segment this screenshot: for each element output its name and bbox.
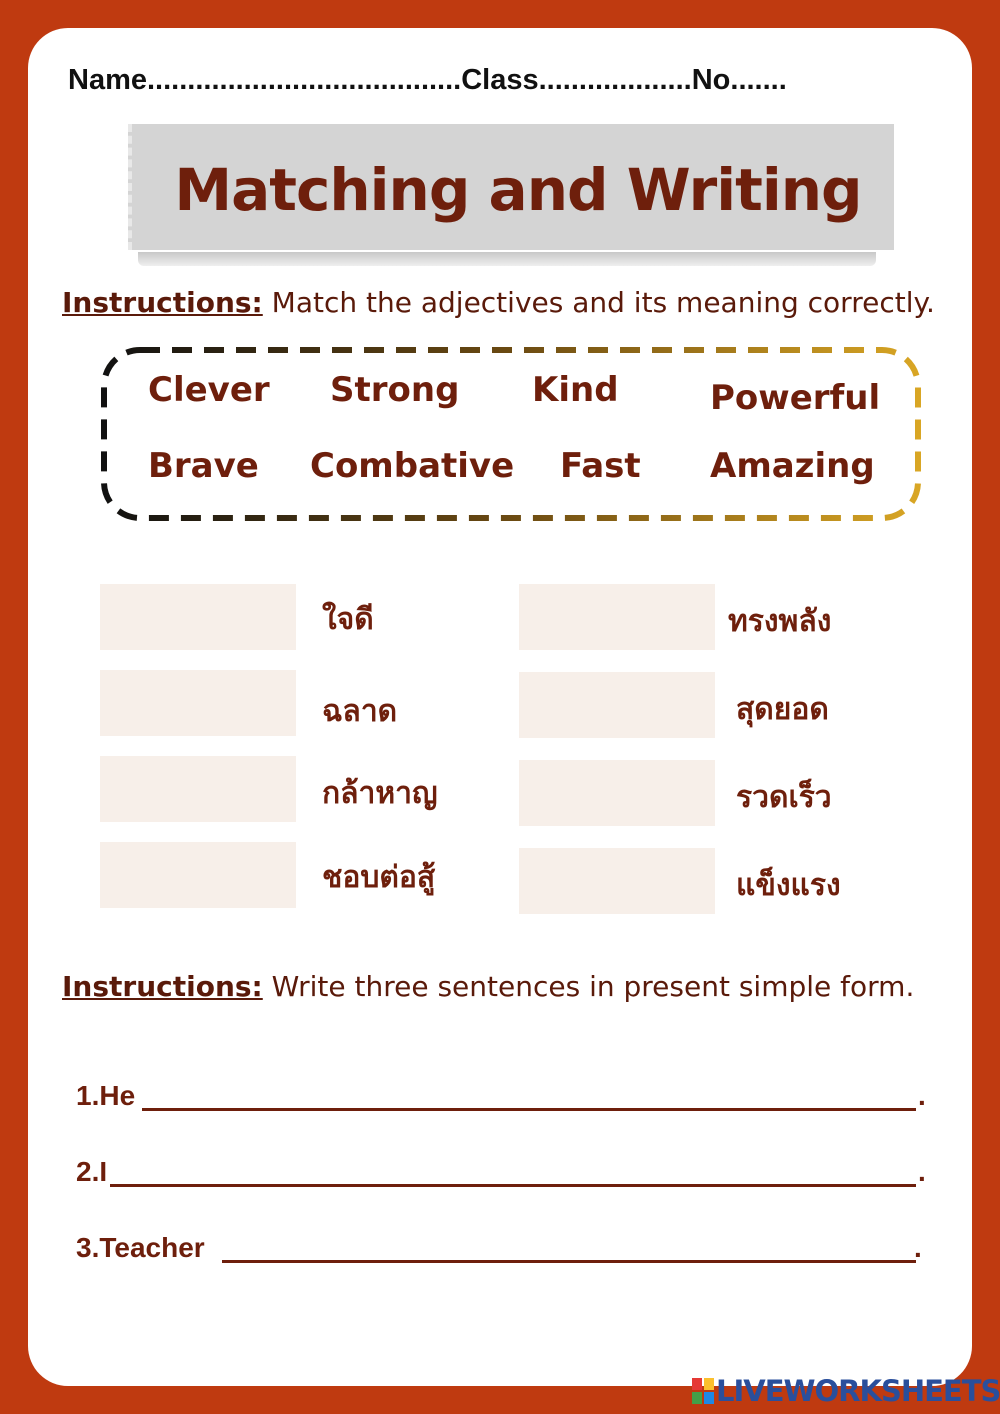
answer-box-left-1[interactable]	[100, 584, 296, 650]
student-info-line	[68, 64, 948, 104]
adjective-powerful[interactable]: Powerful	[710, 378, 881, 418]
number-blank[interactable]: .......	[730, 64, 787, 96]
page-title: Matching and Writing	[174, 156, 862, 224]
thai-meaning-left-1: ใจดี	[322, 602, 374, 637]
sentence-answer-line-1[interactable]	[142, 1108, 916, 1111]
name-blank[interactable]: .......................................	[147, 64, 462, 96]
thai-meaning-left-2: ฉลาด	[322, 694, 398, 729]
adjective-combative[interactable]: Combative	[310, 446, 515, 486]
instructions-label: Instructions:	[62, 286, 263, 319]
adjective-fast[interactable]: Fast	[560, 446, 641, 486]
thai-meaning-right-2: สุดยอด	[736, 692, 829, 727]
instructions-matching	[62, 286, 935, 319]
answer-box-right-2[interactable]	[519, 672, 715, 738]
adjective-kind[interactable]: Kind	[532, 370, 619, 410]
title-banner-shadow	[138, 252, 876, 266]
instructions-text: Match the adjectives and its meaning correctly.	[262, 286, 935, 319]
answer-box-right-1[interactable]	[519, 584, 715, 650]
thai-meaning-left-4: ชอบต่อสู้	[322, 860, 436, 895]
thai-meaning-left-3: กล้าหาญ	[322, 776, 438, 811]
answer-box-left-2[interactable]	[100, 670, 296, 736]
answer-box-left-3[interactable]	[100, 756, 296, 822]
sentence-period-1: .	[918, 1080, 926, 1111]
sentence-period-2: .	[918, 1156, 926, 1187]
name-label: Name	[68, 64, 147, 96]
thai-meaning-right-1: ทรงพลัง	[728, 604, 832, 639]
liveworksheets-logo	[692, 1374, 1000, 1408]
sentence-prompt-1: 1.He	[76, 1080, 136, 1111]
instructions-label: Instructions:	[62, 970, 263, 1003]
answer-box-right-4[interactable]	[519, 848, 715, 914]
adjective-clever[interactable]: Clever	[148, 370, 270, 410]
thai-meaning-right-4: แข็งแรง	[736, 868, 841, 903]
adjective-amazing[interactable]: Amazing	[710, 446, 875, 486]
instructions-writing	[62, 970, 914, 1003]
sentence-answer-line-2[interactable]	[110, 1184, 916, 1187]
sentence-prompt-2: 2.I	[76, 1156, 108, 1187]
sentence-answer-line-3[interactable]	[222, 1260, 916, 1263]
adjective-brave[interactable]: Brave	[148, 446, 259, 486]
liveworksheets-logo-icon	[692, 1378, 714, 1404]
number-label: No	[691, 64, 731, 96]
answer-box-left-4[interactable]	[100, 842, 296, 908]
adjective-strong[interactable]: Strong	[330, 370, 460, 410]
class-label: Class	[461, 64, 539, 96]
liveworksheets-logo-text: LIVEWORKSHEETS	[716, 1374, 1000, 1408]
instructions-text: Write three sentences in present simple form.	[262, 970, 915, 1003]
thai-meaning-right-3: รวดเร็ว	[736, 780, 832, 815]
answer-box-right-3[interactable]	[519, 760, 715, 826]
class-blank[interactable]: ...................	[538, 64, 692, 96]
sentence-prompt-3: 3.Teacher	[76, 1232, 205, 1263]
sentence-period-3: .	[914, 1232, 922, 1263]
